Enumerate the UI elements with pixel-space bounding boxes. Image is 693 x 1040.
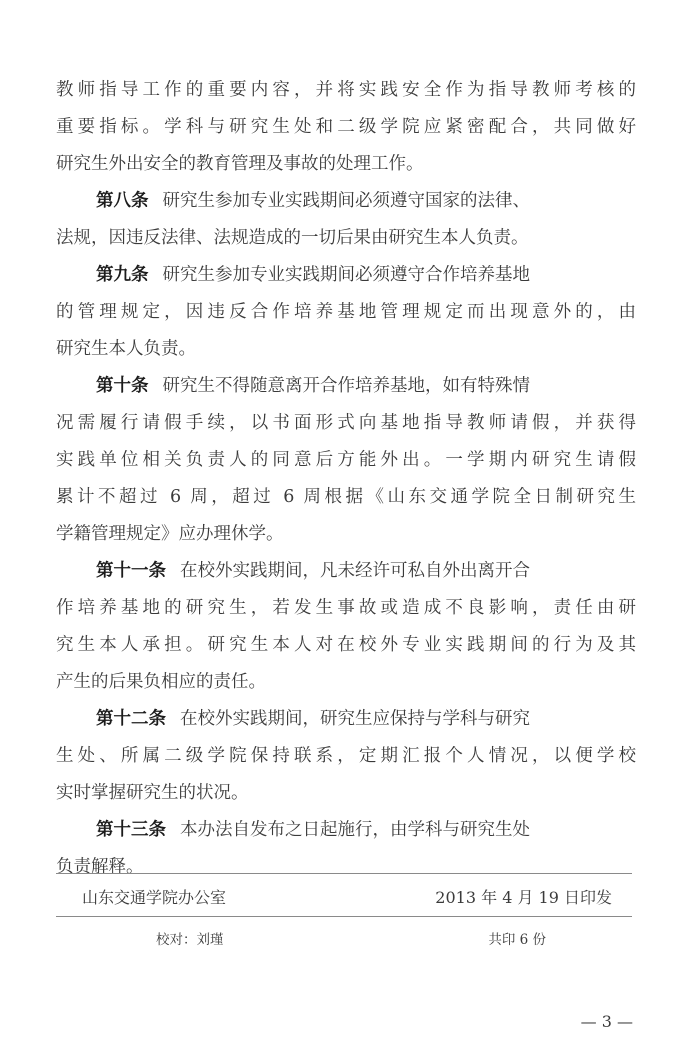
- article-9-label: 第九条: [96, 265, 149, 285]
- article-10-label: 第十条: [96, 376, 149, 396]
- body-line: 研究生外出安全的教育管理及事故的处理工作。: [56, 154, 424, 174]
- article-9-line: 的管理规定，因违反合作培养基地管理规定而出现意外的，由: [56, 302, 636, 322]
- body-line: 教师指导工作的重要内容，并将实践安全作为指导教师考核的: [56, 80, 636, 100]
- footer-middle-rule: [56, 916, 632, 917]
- article-8-line: 法规，因违反法律、法规造成的一切后果由研究生本人负责。: [56, 228, 529, 248]
- article-13-first-line: 本办法自发布之日起施行，由学科与研究生处: [180, 820, 530, 840]
- article-13-heading-line: [56, 812, 636, 849]
- body-line: 重要指标。学科与研究生处和二级学院应紧密配合，共同做好: [56, 117, 636, 137]
- article-12-heading-line: [56, 701, 636, 738]
- issuer-office: 山东交通学院办公室: [82, 888, 227, 907]
- article-11-line: 究生本人承担。研究生本人对在校外专业实践期间的行为及其: [56, 635, 636, 655]
- document-body: [56, 72, 636, 886]
- page-number: — 3 —: [580, 1012, 633, 1031]
- article-11-label: 第十一条: [96, 561, 166, 581]
- article-9-line: 研究生本人负责。: [56, 339, 196, 359]
- article-13-label: 第十三条: [96, 820, 166, 840]
- article-12-label: 第十二条: [96, 709, 166, 729]
- article-8-first-line: 研究生参加专业实践期间必须遵守国家的法律、: [162, 191, 530, 211]
- article-9-first-line: 研究生参加专业实践期间必须遵守合作培养基地: [162, 265, 530, 285]
- proof-row: [56, 928, 632, 952]
- article-12-line: 实时掌握研究生的状况。: [56, 783, 249, 803]
- article-10-line: 况需履行请假手续，以书面形式向基地指导教师请假，并获得: [56, 413, 636, 433]
- footer-top-rule: [56, 873, 632, 874]
- article-9-heading-line: [56, 257, 636, 294]
- article-10-line: 累计不超过 6 周，超过 6 周根据《山东交通学院全日制研究生: [56, 487, 636, 507]
- issuer-row: [56, 885, 632, 911]
- issue-date: 2013 年 4 月 19 日印发: [435, 888, 612, 907]
- article-10-heading-line: [56, 368, 636, 405]
- article-11-line: 产生的后果负相应的责任。: [56, 672, 266, 692]
- copies-count: 共印 6 份: [488, 932, 546, 948]
- proofreader: 校对：刘瑾: [156, 932, 224, 948]
- article-11-line: 作培养基地的研究生，若发生事故或造成不良影响，责任由研: [56, 598, 636, 618]
- article-13-line: 负责解释。: [56, 857, 144, 877]
- article-12-line: 生处、所属二级学院保持联系，定期汇报个人情况，以便学校: [56, 746, 636, 766]
- article-8-label: 第八条: [96, 191, 149, 211]
- article-11-heading-line: [56, 553, 636, 590]
- article-11-first-line: 在校外实践期间，凡未经许可私自外出离开合: [180, 561, 530, 581]
- article-8-heading-line: [56, 183, 636, 220]
- article-12-first-line: 在校外实践期间，研究生应保持与学科与研究: [180, 709, 530, 729]
- article-10-line: 实践单位相关负责人的同意后方能外出。一学期内研究生请假: [56, 450, 636, 470]
- article-10-line: 学籍管理规定》应办理休学。: [56, 524, 284, 544]
- article-10-first-line: 研究生不得随意离开合作培养基地，如有特殊情: [162, 376, 530, 396]
